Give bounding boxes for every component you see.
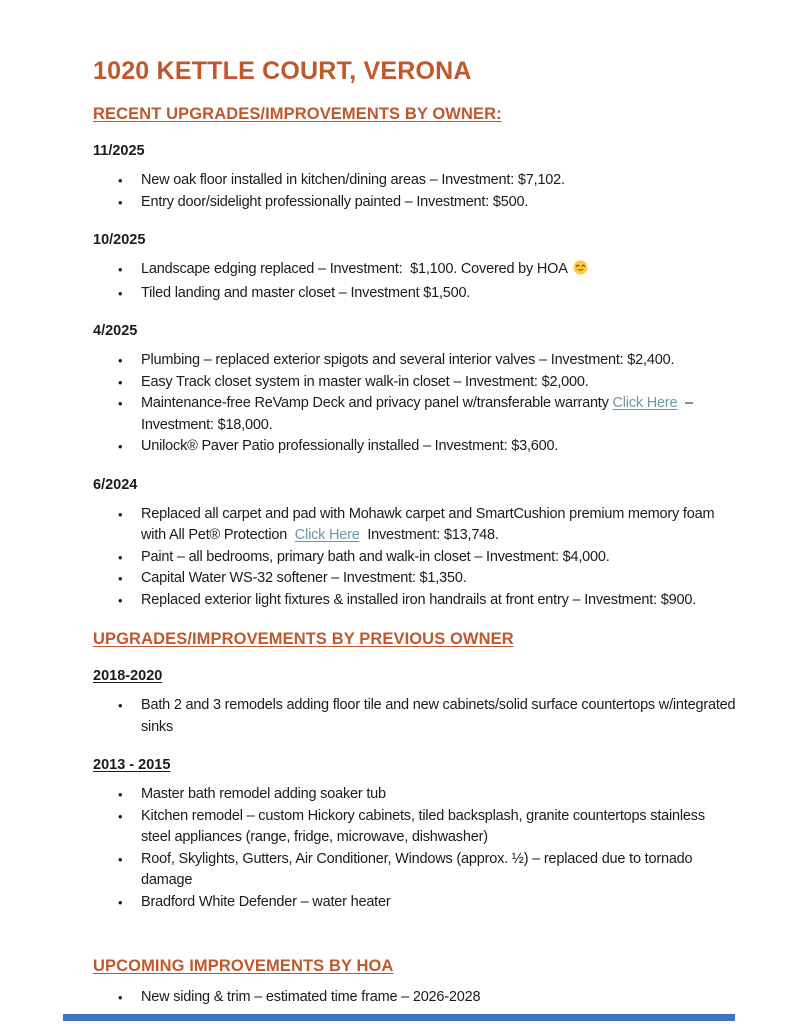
bullet-icon: •	[118, 571, 123, 586]
list-item-text	[141, 372, 736, 394]
document-sections	[93, 105, 740, 1009]
list-item-text	[141, 436, 736, 458]
bullet-icon: •	[118, 353, 123, 368]
list-item-text	[141, 695, 740, 738]
list-item	[118, 568, 736, 590]
text-run: Bath 2 and 3 remodels adding floor tile and new cabinets/solid surface countertops w/integrated sinks	[141, 697, 740, 735]
section-heading: UPGRADES/IMPROVEMENTS BY PREVIOUS OWNER	[93, 630, 514, 648]
bullet-icon: •	[118, 194, 123, 210]
bullet-icon: •	[118, 808, 123, 824]
text-run: – Investment: $18,000.	[141, 395, 697, 433]
click-here-link[interactable]: Click Here	[612, 395, 678, 411]
bullet-list	[93, 259, 736, 304]
footer-accent-rule	[63, 1014, 735, 1021]
list-item-text	[141, 568, 736, 590]
text-run: Unilock® Paver Patio professionally installed – Investment: $3,600.	[141, 438, 559, 454]
bullet-icon: •	[118, 396, 123, 411]
document-section	[93, 957, 736, 1009]
text-run: Capital Water WS-32 softener – Investment: $1,350.	[141, 570, 467, 586]
list-item	[118, 259, 736, 283]
list-item-text	[141, 784, 736, 806]
text-run: Bradford White Defender – water heater	[141, 893, 391, 910]
text-run: Landscape edging replaced – Investment: $1,100. Covered by HOA	[141, 261, 571, 277]
bullet-icon: •	[118, 787, 123, 802]
bullet-icon: •	[118, 851, 123, 867]
date-heading: 11/2025	[93, 143, 145, 159]
list-item-text	[141, 590, 736, 612]
text-run: New oak floor installed in kitchen/dining areas – Investment: $7,102.	[141, 172, 565, 188]
list-item-text	[141, 350, 736, 372]
text-run: Replaced all carpet and pad with Mohawk carpet and SmartCushion premium memory foam with All Pet® Protection	[141, 505, 719, 543]
bullet-list	[93, 784, 736, 913]
list-item	[118, 849, 736, 892]
list-item-text	[141, 283, 736, 305]
date-heading: 6/2024	[93, 476, 138, 493]
bullet-list	[93, 170, 736, 213]
list-item-text	[141, 892, 736, 914]
text-run: Entry door/sidelight professionally painted – Investment: $500.	[141, 193, 529, 210]
date-heading: 4/2025	[93, 323, 138, 339]
list-item	[118, 393, 736, 436]
list-item	[118, 192, 736, 214]
text-run: Easy Track closet system in master walk-in closet – Investment: $2,000.	[141, 373, 589, 390]
text-run: Replaced exterior light fixtures & installed iron handrails at front entry – Investment: $900.	[141, 591, 697, 608]
list-item	[118, 806, 736, 849]
list-item	[118, 892, 736, 914]
bullet-icon: •	[118, 698, 123, 713]
list-item	[118, 784, 736, 806]
list-item	[118, 590, 736, 612]
text-run: Plumbing – replaced exterior spigots and several interior valves – Investment: $2,400.	[141, 352, 675, 368]
page-title: 1020 KETTLE COURT, VERONA	[93, 57, 472, 85]
list-item-text	[141, 987, 736, 1009]
list-item-text	[141, 504, 736, 547]
bullet-icon: •	[118, 894, 123, 910]
text-run: Investment: $13,748.	[359, 527, 499, 543]
bullet-list	[93, 987, 736, 1009]
list-item-text	[141, 393, 736, 436]
text-run: New siding & trim – estimated time frame – 2026-2028	[141, 989, 481, 1005]
list-item	[118, 504, 736, 547]
date-heading: 2018-2020	[93, 668, 163, 684]
date-heading: 10/2025	[93, 232, 146, 248]
text-run: Maintenance-free ReVamp Deck and privacy panel w/transferable warranty	[141, 395, 613, 411]
bullet-icon: •	[118, 285, 123, 301]
list-item	[118, 436, 736, 458]
text-run: Roof, Skylights, Gutters, Air Conditioner, Windows (approx. ½) – replaced due to tornado damage	[141, 850, 697, 888]
bullet-icon: •	[118, 592, 123, 608]
smiling-face-emoji-icon	[573, 260, 588, 283]
list-item-text	[141, 547, 736, 569]
list-item	[118, 372, 736, 394]
list-item	[118, 283, 736, 305]
bullet-icon: •	[118, 374, 123, 390]
date-heading: 2013 - 2015	[93, 757, 171, 773]
text-run: Paint – all bedrooms, primary bath and walk-in closet – Investment: $4,000.	[141, 548, 610, 565]
list-item	[118, 170, 736, 192]
bullet-list	[93, 504, 736, 612]
bullet-icon: •	[118, 549, 123, 565]
bullet-list	[93, 350, 736, 458]
bullet-icon: •	[118, 506, 123, 522]
section-heading: UPCOMING IMPROVEMENTS BY HOA	[93, 957, 394, 975]
list-item-text	[141, 806, 736, 849]
document-section	[93, 630, 740, 913]
list-item	[118, 350, 736, 372]
document-section	[93, 105, 736, 611]
list-item	[118, 695, 740, 738]
list-item-text	[141, 170, 736, 192]
bullet-list	[93, 695, 740, 738]
bullet-icon: •	[118, 262, 123, 277]
bullet-icon: •	[118, 173, 123, 188]
list-item-text	[141, 192, 736, 214]
list-item-text	[141, 259, 736, 283]
list-item	[118, 987, 736, 1009]
bullet-icon: •	[118, 439, 123, 454]
list-item	[118, 547, 736, 569]
bullet-icon: •	[118, 990, 123, 1005]
click-here-link[interactable]: Click Here	[294, 527, 360, 543]
section-heading: RECENT UPGRADES/IMPROVEMENTS BY OWNER:	[93, 105, 502, 123]
text-run: Kitchen remodel – custom Hickory cabinets, tiled backsplash, granite countertops stainless steel appliances (range, fridge, microwave, dishwasher)	[141, 807, 709, 845]
text-run: Master bath remodel adding soaker tub	[141, 786, 386, 802]
text-run: Tiled landing and master closet – Investment $1,500.	[141, 284, 471, 301]
list-item-text	[141, 849, 736, 892]
